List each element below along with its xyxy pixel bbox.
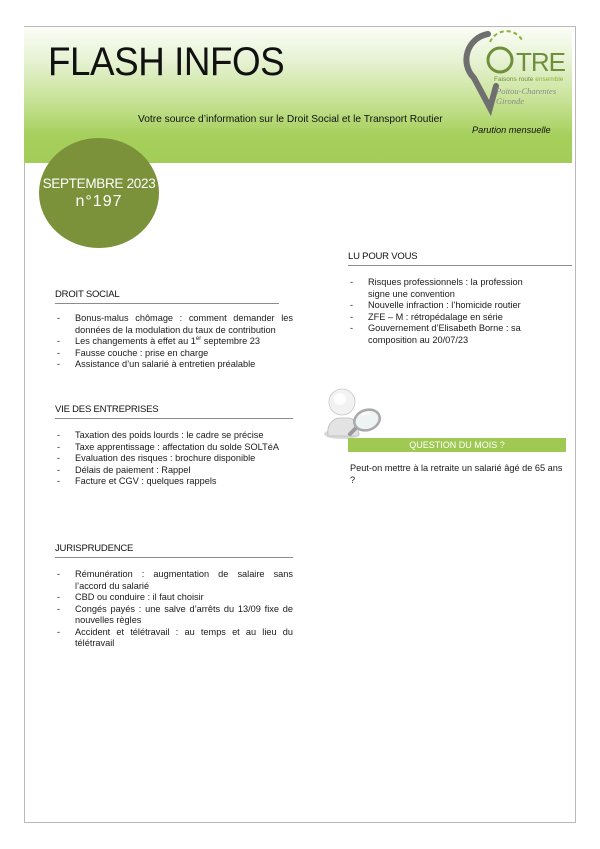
- list-item[interactable]: [55, 569, 293, 592]
- list-item[interactable]: [348, 277, 544, 300]
- logo-tagline-start: Faisons route: [494, 76, 534, 83]
- bullet-dash: -: [57, 603, 61, 614]
- list-item[interactable]: [55, 442, 293, 454]
- item-text: Assistance d’un salarié à entretien préalable: [75, 359, 256, 369]
- section-heading: VIE DES ENTREPRISES: [55, 404, 293, 419]
- item-text: ZFE – M : rétropédalage en série: [368, 311, 503, 322]
- item-text: Bonus-malus chômage : comment demander les données de la modulation du taux de contribution: [75, 313, 293, 335]
- bullet-dash: -: [57, 592, 61, 602]
- publication-frequency: Parution mensuelle: [472, 125, 551, 135]
- bullet-dash: -: [57, 476, 61, 486]
- item-text: Taxation des poids lourds : le cadre se précise: [75, 430, 264, 440]
- item-text: Délais de paiement : Rappel: [75, 464, 191, 475]
- section-vie-entreprises: [55, 404, 293, 488]
- item-text: Gouvernement d’Elisabeth Borne : sa composition au 20/07/23: [368, 323, 521, 345]
- bullet-dash: -: [57, 313, 61, 323]
- logo-tagline: [494, 76, 563, 83]
- bullet-dash: -: [57, 464, 61, 475]
- logo-region-line1: Poitou-Charentes: [496, 86, 557, 96]
- list-item[interactable]: [55, 627, 293, 650]
- list-item[interactable]: [55, 359, 293, 371]
- bullet-dash: -: [350, 277, 354, 287]
- list-item[interactable]: [55, 453, 293, 465]
- logo-brand: TRE: [516, 47, 565, 77]
- list-item[interactable]: [348, 312, 544, 324]
- section-heading: JURISPRUDENCE: [55, 543, 293, 558]
- section-jurisprudence: [55, 543, 293, 650]
- item-text: Evaluation des risques : brochure disponible: [75, 453, 256, 463]
- list-item[interactable]: [348, 300, 544, 312]
- bullet-dash: -: [57, 453, 61, 463]
- issue-badge: [39, 138, 159, 248]
- bullet-dash: -: [350, 323, 354, 333]
- item-text: Accident et télétravail : au temps et au lieu du télétravail: [75, 626, 293, 648]
- list-item[interactable]: [55, 465, 293, 477]
- list-item[interactable]: [55, 592, 293, 604]
- bullet-dash: -: [57, 359, 61, 369]
- item-text: Les changements à effet au 1er septembre 23: [75, 335, 260, 346]
- item-text: Facture et CGV : quelques rappels: [75, 476, 217, 486]
- logo-tagline-end: ensemble: [535, 76, 564, 83]
- bullet-dash: -: [57, 347, 61, 358]
- bullet-dash: -: [57, 569, 61, 579]
- list-item[interactable]: [55, 604, 293, 627]
- bullet-dash: -: [57, 430, 61, 440]
- list-item[interactable]: [55, 313, 293, 336]
- item-text: Fausse couche : prise en charge: [75, 347, 209, 358]
- section-heading: DROIT SOCIAL: [55, 289, 279, 304]
- newsletter-title: FLASH INFOS: [48, 40, 285, 84]
- question-text: Peut-on mettre à la retraite un salarié âgé de 65 ans ?: [350, 463, 563, 485]
- section-droit-social-list: [55, 302, 293, 371]
- list-item[interactable]: [55, 348, 293, 360]
- item-text: Taxe apprentissage : affectation du solde SOLTéA: [75, 441, 279, 452]
- logo-region-line2: Gironde: [496, 96, 525, 106]
- bullet-dash: -: [57, 336, 61, 346]
- issue-month: SEPTEMBRE 2023: [42, 176, 156, 191]
- newsletter-subtitle: Votre source d’information sur le Droit Social et le Transport Routier: [138, 114, 443, 125]
- bullet-dash: -: [350, 311, 354, 322]
- item-text: Risques professionnels : la profession signe une convention: [368, 277, 523, 299]
- bullet-dash: -: [350, 300, 354, 310]
- question-heading-bar: QUESTION DU MOIS ?: [348, 438, 566, 452]
- logo-region: [496, 86, 556, 106]
- list-item[interactable]: [55, 336, 293, 348]
- bullet-dash: -: [57, 441, 61, 452]
- magnifier-figure-icon: [320, 384, 390, 440]
- item-text: CBD ou conduire : il faut choisir: [75, 592, 204, 602]
- issue-number: n°197: [75, 193, 123, 210]
- item-text: Rémunération : augmentation de salaire sans l’accord du salarié: [75, 569, 293, 591]
- section-lu-pour-vous: [348, 251, 572, 346]
- list-item[interactable]: [55, 430, 293, 442]
- ordinal-suffix: er: [195, 335, 202, 342]
- list-item[interactable]: [348, 323, 544, 346]
- item-text: Nouvelle infraction : l’homicide routier: [368, 300, 521, 310]
- section-heading: LU POUR VOUS: [348, 251, 572, 266]
- item-text: Congés payés : une salve d’arrêts du 13/09 fixe de nouvelles règles: [75, 603, 293, 625]
- bullet-dash: -: [57, 626, 61, 637]
- list-item[interactable]: [55, 476, 293, 488]
